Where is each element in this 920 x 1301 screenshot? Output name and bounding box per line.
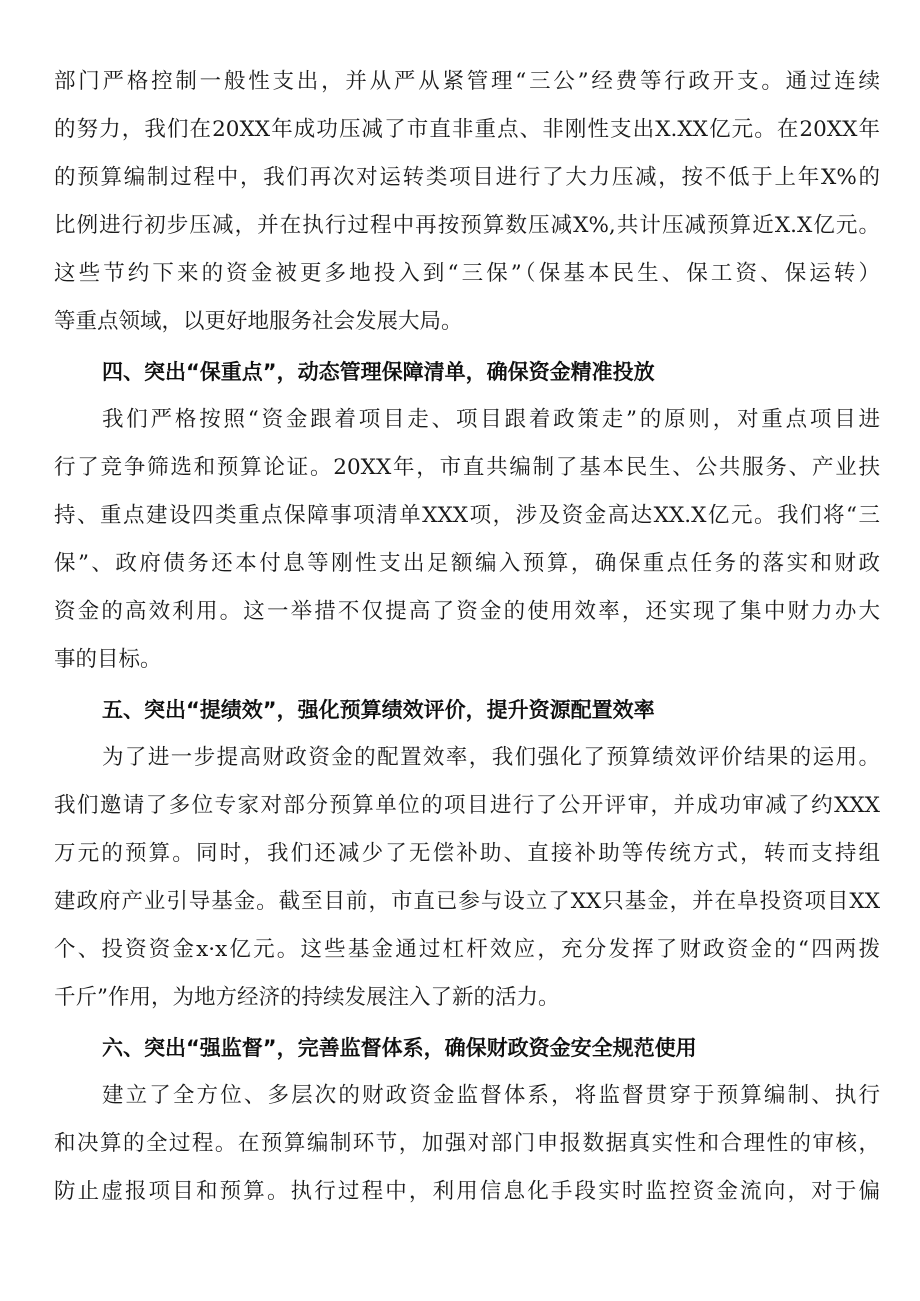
section-5-line: 千斤”作用，为地方经济的持续发展注入了新的活力。 xyxy=(54,985,560,1010)
intro-line: 的努力，我们在20XX年成功压减了市直非重点、非刚性支出X.XX亿元。在20XX年 xyxy=(54,117,880,142)
intro-line: 这些节约下来的资金被更多地投入到“三保”（保基本民生、保工资、保运转） xyxy=(54,261,880,286)
section-4-heading: 四、突出“保重点”，动态管理保障清单，确保资金精准投放 xyxy=(102,360,655,384)
section-4-line: 持、重点建设四类重点保障事项清单XXX项，涉及资金高达XX.X亿元。我们将“三 xyxy=(54,503,880,528)
section-5-heading: 五、突出“提绩效”，强化预算绩效评价，提升资源配置效率 xyxy=(102,698,655,722)
section-5-line: 个、投资资金x·x亿元。这些基金通过杠杆效应，充分发挥了财政资金的“四两拨 xyxy=(54,937,880,962)
intro-line: 比例进行初步压减，并在执行过程中再按预算数压减X%,共计压减预算近X.X亿元。 xyxy=(54,213,880,238)
section-4-line: 资金的高效利用。这一举措不仅提高了资金的使用效率，还实现了集中财力办大 xyxy=(54,599,880,624)
section-5-line: 建政府产业引导基金。截至目前，市直已参与设立了XX只基金，并在阜投资项目XX xyxy=(54,889,880,914)
section-4-line: 行了竞争筛选和预算论证。20XX年，市直共编制了基本民生、公共服务、产业扶 xyxy=(54,455,880,480)
section-4-line: 我们严格按照“资金跟着项目走、项目跟着政策走”的原则，对重点项目进 xyxy=(102,407,880,432)
section-5-line: 为了进一步提高财政资金的配置效率，我们强化了预算绩效评价结果的运用。 xyxy=(102,745,880,770)
intro-line: 等重点领域，以更好地服务社会发展大局。 xyxy=(54,309,463,334)
section-6-line: 建立了全方位、多层次的财政资金监督体系，将监督贯穿于预算编制、执行 xyxy=(102,1083,880,1108)
section-4-line: 事的目标。 xyxy=(54,647,162,672)
section-6-line: 和决算的全过程。在预算编制环节，加强对部门申报数据真实性和合理性的审核， xyxy=(54,1131,880,1156)
intro-line: 部门严格控制一般性支出，并从严从紧管理“三公”经费等行政开支。通过连续 xyxy=(54,69,880,94)
section-6-line: 防止虚报项目和预算。执行过程中，利用信息化手段实时监控资金流向，对于偏 xyxy=(54,1179,880,1204)
intro-line: 的预算编制过程中，我们再次对运转类项目进行了大力压减，按不低于上年X%的 xyxy=(54,165,880,190)
section-5-line: 万元的预算。同时，我们还减少了无偿补助、直接补助等传统方式，转而支持组 xyxy=(54,841,880,866)
section-5-line: 我们邀请了多位专家对部分预算单位的项目进行了公开评审，并成功审减了约XXX xyxy=(54,793,880,818)
section-6-heading: 六、突出“强监督”，完善监督体系，确保财政资金安全规范使用 xyxy=(102,1036,697,1060)
section-4-line: 保”、政府债务还本付息等刚性支出足额编入预算，确保重点任务的落实和财政 xyxy=(54,551,880,576)
